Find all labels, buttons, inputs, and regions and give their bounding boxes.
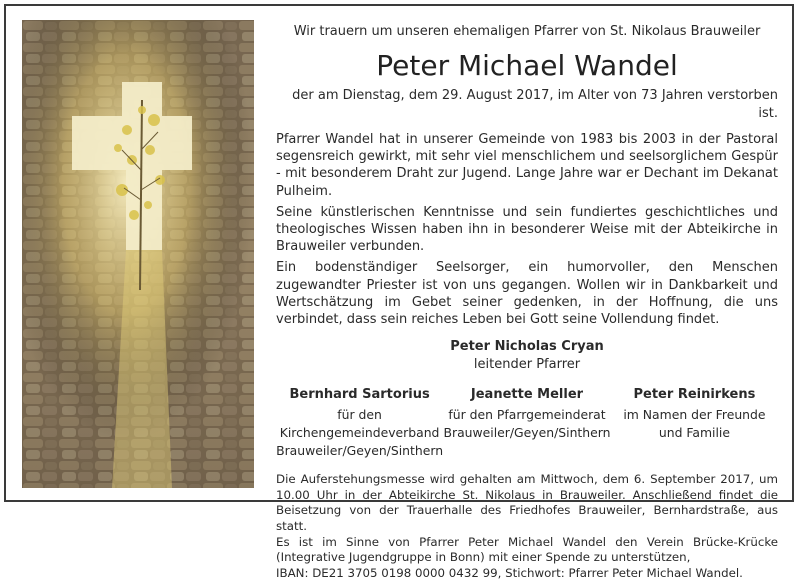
signature-row bbox=[276, 386, 778, 460]
paragraph: Seine künstlerischen Kenntnisse und sein fundiertes geschichtliches und theologisches Wissen haben ihn in besonderer Weise mit der Abteikirche in Brauweiler verbunden. bbox=[276, 204, 778, 255]
signature bbox=[443, 386, 610, 460]
cross-wall-photo bbox=[22, 20, 254, 488]
death-notice: der am Dienstag, dem 29. August 2017, im Alter von 73 Jahren verstorben ist. bbox=[292, 88, 778, 121]
signature-role: leitender Pfarrer bbox=[473, 357, 581, 373]
signature-name: Peter Nicholas Cryan bbox=[450, 339, 604, 355]
intro-line: Wir trauern um unseren ehemaligen Pfarrer von St. Nikolaus Brauweiler bbox=[293, 24, 761, 39]
obituary-text bbox=[276, 20, 778, 581]
footer-line: IBAN: DE21 3705 0198 0000 0432 99, Stichwort: Pfarrer Peter Michael Wandel. bbox=[276, 565, 743, 580]
signature-line: Brauweiler/Geyen/Sinthern bbox=[276, 443, 444, 459]
service-info bbox=[276, 472, 778, 581]
paragraph: Pfarrer Wandel hat in unserer Gemeinde von 1983 bis 2003 in der Pastoral segensreich gewirkt, mit sehr viel menschlichem und seelsorglichem Gespür - mit besonderem Draht zur Jugend. Lange Jahre war er Dechant im Dekanat Pulheim. bbox=[276, 132, 778, 199]
deceased-name: Peter Michael Wandel bbox=[376, 49, 678, 82]
signature bbox=[611, 386, 778, 460]
signature-name: Peter Reinirkens bbox=[633, 387, 756, 403]
signature-name: Jeanette Meller bbox=[470, 387, 584, 403]
signature-line: im Namen der Freunde bbox=[623, 407, 766, 423]
signature-line: Brauweiler/Geyen/Sinthern bbox=[443, 425, 611, 441]
main-signature bbox=[276, 338, 778, 374]
footer-line: Die Auferstehungsmesse wird gehalten am Mittwoch, dem 6. September 2017, um 10.00 Uhr in der Abteikirche St. Nikolaus in Brauweiler. Anschließend findet die Beisetzung von der Trauerhalle des Friedhofes Brauweiler, Bernhardstraße, aus statt. bbox=[276, 472, 778, 534]
signature-line: und Familie bbox=[658, 425, 730, 441]
signature-line: für den Pfarrgemeinderat bbox=[448, 407, 606, 423]
signature-line: für den Kirchengemeindeverband bbox=[279, 407, 440, 441]
footer-line: Es ist im Sinne von Pfarrer Peter Michael Wandel den Verein Brücke-Krücke (Integrative Jugendgruppe in Bonn) mit einer Spende zu unterstützen, bbox=[276, 534, 778, 565]
signature-name: Bernhard Sartorius bbox=[289, 387, 430, 403]
stone-wall-cross-image bbox=[22, 20, 254, 488]
paragraph: Ein bodenständiger Seelsorger, ein humorvoller, den Menschen zugewandter Priester ist von uns gegangen. Wollen wir in Dankbarkeit und Wertschätzung im Gebet seiner gedenken, in der Hoffnung, die uns verbindet, dass sein reiches Leben bei Gott seine Vollendung findet. bbox=[276, 260, 778, 328]
signature bbox=[276, 386, 443, 460]
